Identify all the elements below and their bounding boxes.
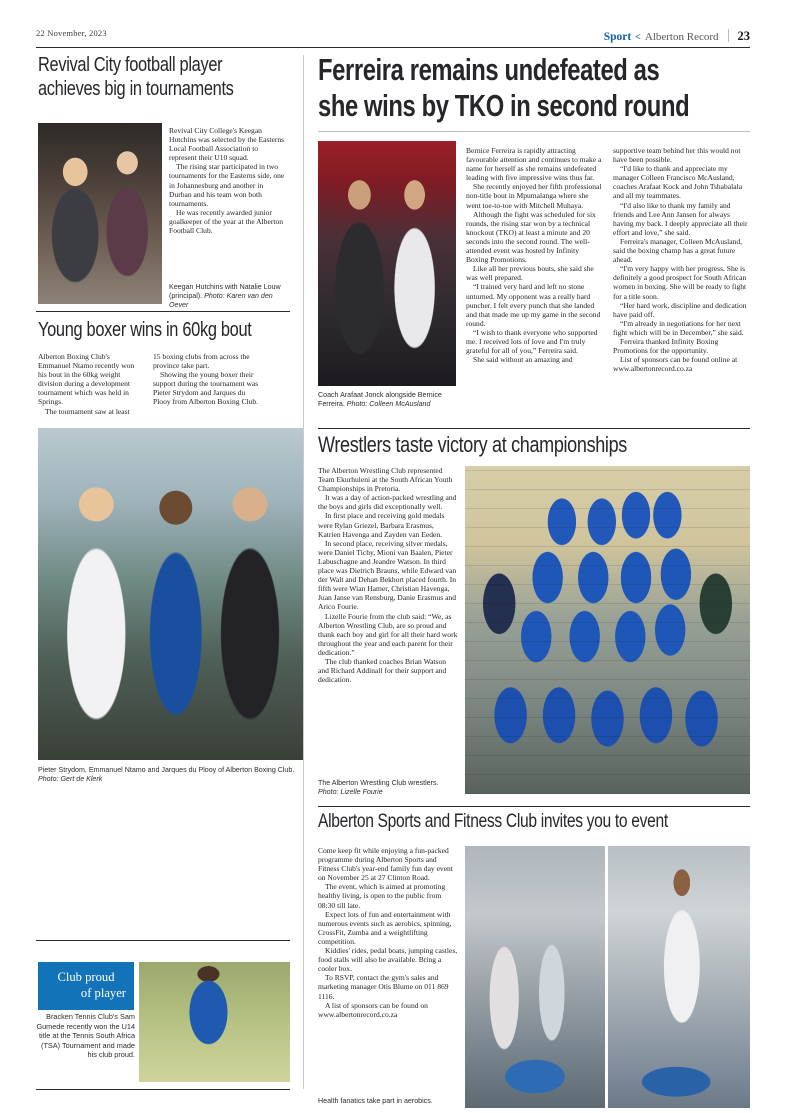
masthead-right (604, 27, 750, 44)
fitness-headline (318, 812, 766, 832)
fitness-para-2: The event, which is aimed at promoting healthy living, is open to the public from 08:30 till late. (318, 882, 446, 910)
wrestlers-para-3: In first place and receiving gold medals were Rylan Griezel, Barbara Erasmus, Katrien Havenga and Zayden van Eeden. (318, 511, 445, 539)
ferreira-c3-para-6: “Her hard work, discipline and dedication have paid off. (613, 300, 747, 319)
ferreira-c3-para-3: “I'd also like to thank my family and friends and Lee Ann Jansen for always having my back. I deeply appreciate all their effort and love,” she said. (613, 200, 748, 237)
ferreira-c3-para-5: “I'm very happy with her progress. She is definitely a good prospect for South African women in boxing. She will be ready to fight for a title soon. (613, 264, 747, 301)
football-headline-line1: Revival City football player (38, 53, 223, 76)
wrestlers-para-2: It was a day of action-packed wrestling and the boys and girls did exceptionally well. (318, 493, 457, 512)
photo-fitness-aerobics (465, 846, 605, 1108)
caption-fitness: Health fanatics take part in aerobics. (318, 1097, 433, 1105)
boxer-headline-text: Young boxer wins in 60kg bout (38, 318, 252, 341)
fitness-para-6: A list of sponsors can be found on www.albertonrecord.co.za (318, 1000, 428, 1019)
football-para-2: The rising star participated in two tournaments for the Easterns side, one in Johannesburg and another in Durban and his team won both tournaments. (169, 162, 285, 208)
ferreira-rule (318, 131, 750, 132)
fitness-para-1: Come keep fit while enjoying a fun-packed programme during Alberton Sports and Fitness Club's year-end family fun day event on November 25 at 27 Clinton Road. (318, 846, 453, 883)
ferreira-c2-para-1: Bernice Ferreira is rapidly attracting favourable attention and continues to make a name for herself as she remains undefeated leading with five impressive wins thus far. (466, 146, 602, 183)
photo-tennis-player (139, 962, 290, 1082)
ferreira-c3-para-2: “I'd like to thank and appreciate my manager Colleen Francisco McAusland, coaches Arafaat Kock and John Tshabalala and all my teammates. (613, 164, 743, 201)
boxer-body-col2 (153, 352, 259, 407)
caption-keegan (169, 283, 289, 311)
wrestlers-rule (318, 428, 750, 429)
ferreira-c2-para-3: Although the fight was scheduled for six rounds, the rising star won by a technical knockout (TKO) at least a minute and 20 seconds into the second round. The well-attended event was hosted by Infinity Boxing Promotions. (466, 209, 596, 265)
caption-wrestlers-credit-label: Photo: (318, 788, 339, 797)
football-body (169, 126, 287, 235)
left-rule-2 (36, 940, 290, 941)
fitness-body (318, 846, 458, 1019)
ferreira-body-col3 (613, 146, 750, 373)
photo-ferreira-and-coach (318, 141, 456, 386)
club-proud-body: Bracken Tennis Club's Sam Gumede recently won the U14 title at the Tennis South Africa (TSA) Tournament and made his club proud. (36, 1012, 135, 1060)
fitness-headline-text: Alberton Sports and Fitness Club invites you to event (318, 810, 668, 832)
caption-boxers-credit: Gert de Klerk (60, 775, 103, 784)
caption-keegan-credit: Karen van den Oever (169, 292, 273, 310)
ferreira-c3-para-8: Ferreira thanked Infinity Boxing Promotions for the opportunity. (613, 336, 719, 356)
caption-boxers-text: Pieter Strydom, Emmanuel Ntamo and Jarques du Plooy of Alberton Boxing Club. (38, 766, 295, 774)
ferreira-c2-para-6: “I wish to thank everyone who supported me. I received lots of love and I'm truly grateful for all of you,” Ferreira said. (466, 327, 598, 356)
football-headline-line2: achieves big in tournaments (38, 77, 234, 100)
caption-ferreira (318, 391, 458, 409)
chevron-left-icon: < (635, 32, 641, 43)
football-headline (38, 55, 310, 100)
page-number: 23 (737, 29, 750, 43)
boxer-body-col1 (38, 352, 144, 416)
caption-ferreira-credit-label: Photo: (346, 400, 368, 409)
club-proud-title-line2: of player (80, 986, 126, 1000)
ferreira-headline-line1: Ferreira remains undefeated as (318, 53, 660, 87)
left-rule-1 (36, 311, 290, 312)
ferreira-c2-para-5: “I trained very hard and left no stone unturned. My opponent was a really hard puncher. I felt every punch that she landed and that made me up my game in the second round. (466, 282, 601, 328)
caption-ferreira-credit: Colleen McAusland (369, 400, 431, 409)
caption-boxers (38, 766, 308, 784)
fitness-para-5: To RSVP, contact the gym's sales and marketing manager Otis Blume on 011 869 1116. (318, 973, 449, 1001)
caption-keegan-credit-label: Photo: (204, 292, 225, 301)
column-separator (303, 55, 304, 1089)
boxer-c2-para-2: Showing the young boxer their support during the tournament was Pieter Strydom and Jarques du Plooy from Alberton Boxing Club. (153, 370, 259, 407)
ferreira-c3-para-1: supportive team behind her this would not have been possible. (613, 146, 741, 165)
wrestlers-para-6: The club thanked coaches Brian Watson and Richard Addinall for their support and dedication. (318, 656, 447, 685)
ferreira-c2-para-7: She said without an amazing and (473, 355, 573, 365)
caption-ferreira-text: Coach Arafaat Jonck alongside Bernice Ferreira. (318, 391, 442, 409)
wrestlers-body (318, 466, 458, 684)
boxer-c1-para-2: The tournament saw at least (45, 406, 130, 416)
masthead-divider (728, 29, 729, 42)
boxer-c1-para-1: Alberton Boxing Club's Emmanuel Ntamo recently won his bout in the 60kg weight division during a development tournament which was held in Springs. (38, 352, 135, 407)
fitness-para-3: Expect lots of fun and entertainment with numerous events such as aerobics, spinning, CrossFit, Zumba and a weightlifting competition. (318, 909, 452, 946)
issue-date: 22 November, 2023 (36, 28, 107, 38)
ferreira-c3-para-9: List of sponsors can be found online at www.albertonrecord.co.za (613, 355, 738, 374)
ferreira-c3-para-7: “I'm already in negotiations for her next fight which will be in December,” she said. (613, 318, 744, 337)
photo-fitness-trainer (608, 846, 750, 1108)
ferreira-c3-para-4: Ferreira's manager, Colleen McAusland, said the boxing champ has a great future ahead. (613, 236, 742, 265)
photo-wrestling-team (465, 466, 750, 794)
football-para-1: Revival City College's Keegan Hutchins was selected by the Easterns Local Football Association to represent their U10 squad. (169, 126, 285, 163)
wrestlers-para-4: In second place, receiving silver medals, were Daniel Tichy, Mioni van Baalen, Pieter Labuschagne and Jeandre Watson. In third place was Dietrich Brauns, while Edward van der Walt and Dehan Bekhort placed fourth. In fifth were Wian Hamer, Christian Havenga, Juan Janse van Rensburg, Danie Erasmus and Arico Fourie. (318, 538, 457, 612)
ferreira-c2-para-4: Like all her previous bouts, she said she was well prepared. (466, 264, 594, 283)
football-para-3: He was recently awarded junior goalkeeper of the year at the Alberton Football Club. (169, 207, 283, 236)
photo-boxing-club (38, 428, 303, 760)
publication-name: Alberton Record (644, 31, 719, 43)
wrestlers-para-1: The Alberton Wrestling Club represented Team Ekurhuleni at the South African Youth Championships in Pretoria. (318, 466, 453, 494)
club-proud-badge (38, 962, 134, 1010)
caption-wrestlers-text: The Alberton Wrestling Club wrestlers. (318, 779, 439, 787)
boxer-c2-para-1: 15 boxing clubs from across the province take part. (153, 352, 250, 371)
ferreira-c2-para-2: She recently enjoyed her fifth professional non-title bout in Mpumalanga where she went toe-to-toe with Mitchell Muhaya. (466, 182, 602, 210)
wrestlers-headline (318, 434, 766, 457)
wrestlers-para-5: Lizelle Fourie from the club said: “We, as Alberton Wrestling Club, are so proud and thank each boy and girl for all their hard work throughout the year and each parent for their dedication.” (318, 611, 458, 657)
fitness-para-4: Kiddies' rides, pedal boats, jumping castles, food stalls will also be available. Bring a cooler box. (318, 946, 458, 974)
ferreira-headline (318, 55, 763, 121)
masthead-rule (36, 47, 750, 48)
club-proud-title (38, 962, 134, 1001)
fitness-rule (318, 806, 750, 807)
section-label: Sport (603, 31, 632, 43)
caption-wrestlers-credit: Lizelle Fourie (340, 788, 383, 797)
ferreira-headline-line2: she wins by TKO in second round (318, 88, 690, 123)
wrestlers-headline-text: Wrestlers taste victory at championships (318, 432, 627, 457)
left-rule-3 (36, 1089, 290, 1090)
ferreira-body-col2 (466, 146, 603, 364)
caption-keegan-text: Keegan Hutchins with Natalie Louw (principal). (169, 283, 281, 301)
club-proud-title-line1: Club proud (57, 970, 115, 984)
caption-boxers-credit-label: Photo: (38, 775, 59, 784)
boxer-headline (38, 320, 302, 341)
photo-keegan-hutchins (38, 123, 162, 304)
caption-wrestlers (318, 779, 458, 797)
